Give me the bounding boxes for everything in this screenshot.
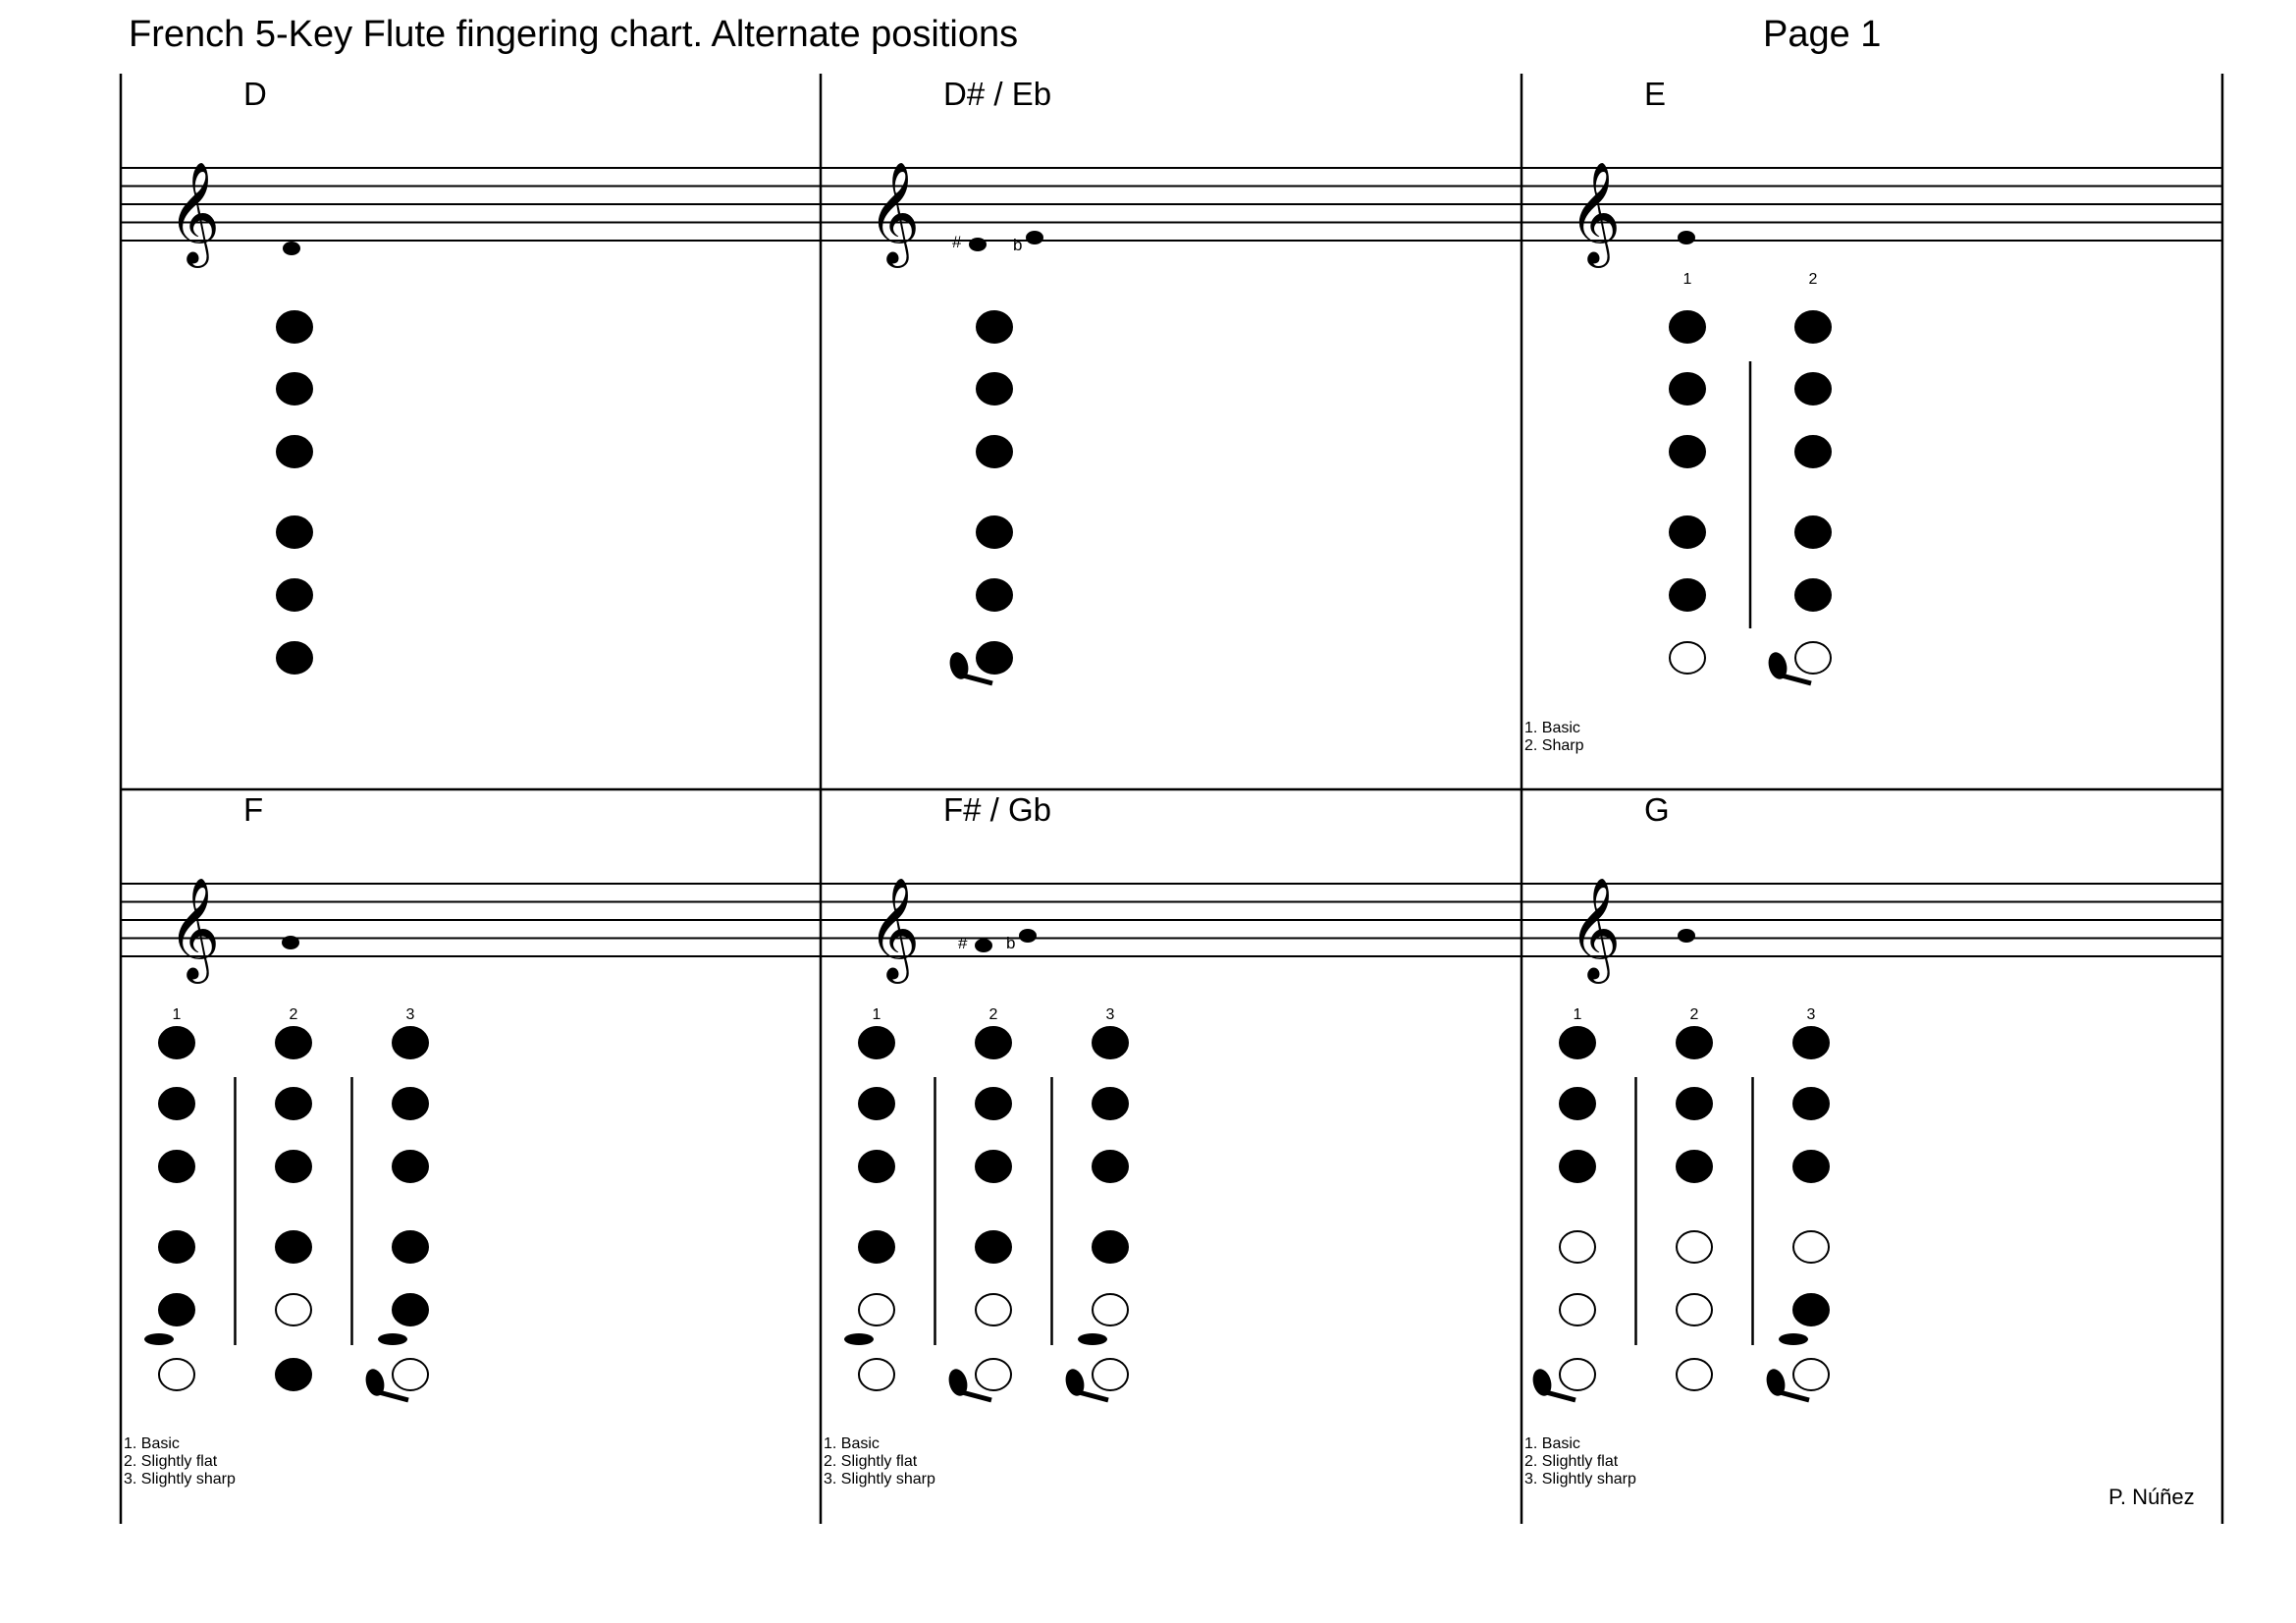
open-hole [859, 1294, 894, 1325]
open-hole [1677, 1294, 1712, 1325]
note-name-label: D# / Eb [943, 76, 1052, 112]
staff-note [1678, 929, 1695, 943]
side-key-icon [1078, 1333, 1107, 1345]
treble-clef-icon: 𝄞 [868, 161, 921, 264]
treble-clef-icon: 𝄞 [868, 877, 921, 980]
closed-hole [276, 1027, 311, 1058]
closed-hole [393, 1088, 428, 1119]
open-hole [1093, 1294, 1128, 1325]
closed-hole [1093, 1231, 1128, 1263]
closed-hole [859, 1231, 894, 1263]
closed-hole [393, 1294, 428, 1325]
open-hole [1560, 1359, 1595, 1390]
closed-hole [1677, 1151, 1712, 1182]
closed-hole [977, 436, 1012, 467]
closed-hole [977, 516, 1012, 548]
closed-hole [1670, 311, 1705, 343]
fingering-column-number: 3 [1806, 1006, 1816, 1023]
flat-sign: b [1013, 236, 1023, 254]
open-hole [1793, 1231, 1829, 1263]
closed-hole [977, 373, 1012, 405]
closed-hole [1670, 579, 1705, 611]
side-key-icon [144, 1333, 174, 1345]
open-hole [159, 1359, 194, 1390]
fingering-column-number: 2 [289, 1006, 298, 1023]
closed-hole [1560, 1088, 1595, 1119]
closed-hole [1677, 1088, 1712, 1119]
closed-hole [159, 1294, 194, 1325]
closed-hole [859, 1151, 894, 1182]
fingering-column-number: 1 [872, 1006, 881, 1023]
open-hole [1560, 1294, 1595, 1325]
open-hole [859, 1359, 894, 1390]
staff-note [283, 242, 300, 255]
closed-hole [1093, 1088, 1128, 1119]
fingering-column-number: 3 [1105, 1006, 1115, 1023]
open-hole [276, 1294, 311, 1325]
chart-title: French 5-Key Flute fingering chart. Alternate positions [129, 14, 1019, 55]
open-hole [1093, 1359, 1128, 1390]
staff-note [975, 939, 992, 952]
closed-hole [277, 373, 312, 405]
closed-hole [276, 1359, 311, 1390]
closed-hole [276, 1088, 311, 1119]
closed-hole [276, 1151, 311, 1182]
staff-note [1678, 231, 1695, 244]
note-name-label: D [243, 76, 267, 112]
side-key-icon [844, 1333, 874, 1345]
low-key-lever [379, 1392, 408, 1400]
sharp-sign: # [958, 934, 968, 952]
closed-hole [159, 1088, 194, 1119]
treble-clef-icon: 𝄞 [1569, 161, 1622, 264]
closed-hole [859, 1027, 894, 1058]
sharp-sign: # [952, 233, 962, 251]
closed-hole [977, 311, 1012, 343]
closed-hole [1795, 373, 1831, 405]
closed-hole [977, 642, 1012, 674]
open-hole [393, 1359, 428, 1390]
open-hole [1793, 1359, 1829, 1390]
closed-hole [1560, 1027, 1595, 1058]
legend-entry: 2. Sharp [1524, 737, 1584, 754]
closed-hole [1795, 311, 1831, 343]
legend-entry: 2. Slightly flat [824, 1453, 918, 1470]
open-hole [976, 1294, 1011, 1325]
note-name-label: G [1644, 791, 1670, 828]
closed-hole [277, 642, 312, 674]
closed-hole [1795, 436, 1831, 467]
closed-hole [277, 311, 312, 343]
legend-entry: 3. Slightly sharp [824, 1471, 935, 1488]
legend-entry: 2. Slightly flat [1524, 1453, 1619, 1470]
closed-hole [159, 1027, 194, 1058]
closed-hole [1795, 579, 1831, 611]
closed-hole [393, 1231, 428, 1263]
low-key-lever [1780, 1392, 1809, 1400]
staff-note [1026, 231, 1043, 244]
open-hole [1677, 1359, 1712, 1390]
legend-entry: 1. Basic [1524, 720, 1580, 736]
legend-entry: 3. Slightly sharp [124, 1471, 236, 1488]
fingering-column-number: 2 [1689, 1006, 1699, 1023]
legend-entry: 1. Basic [824, 1435, 880, 1452]
closed-hole [159, 1231, 194, 1263]
staff-note [969, 238, 987, 251]
open-hole [976, 1359, 1011, 1390]
open-hole [1677, 1231, 1712, 1263]
closed-hole [976, 1151, 1011, 1182]
closed-hole [976, 1027, 1011, 1058]
side-key-icon [1779, 1333, 1808, 1345]
closed-hole [859, 1088, 894, 1119]
closed-hole [1670, 436, 1705, 467]
page-number: Page 1 [1763, 14, 1882, 55]
staff-note [1019, 929, 1037, 943]
treble-clef-icon: 𝄞 [168, 161, 221, 264]
closed-hole [977, 579, 1012, 611]
closed-hole [277, 579, 312, 611]
staff-note [282, 936, 299, 949]
closed-hole [276, 1231, 311, 1263]
closed-hole [1795, 516, 1831, 548]
closed-hole [1677, 1027, 1712, 1058]
closed-hole [1793, 1088, 1829, 1119]
closed-hole [976, 1231, 1011, 1263]
side-key-icon [378, 1333, 407, 1345]
fingering-column-number: 3 [405, 1006, 415, 1023]
low-key-lever [1079, 1392, 1108, 1400]
flat-sign: b [1006, 934, 1016, 952]
closed-hole [1670, 516, 1705, 548]
closed-hole [976, 1088, 1011, 1119]
legend-entry: 1. Basic [124, 1435, 180, 1452]
open-hole [1795, 642, 1831, 674]
legend-entry: 1. Basic [1524, 1435, 1580, 1452]
note-name-label: E [1644, 76, 1667, 112]
low-key-lever [962, 1392, 991, 1400]
note-name-label: F# / Gb [943, 791, 1052, 828]
low-key-lever [963, 676, 992, 683]
closed-hole [277, 436, 312, 467]
fingering-column-number: 2 [988, 1006, 998, 1023]
closed-hole [1560, 1151, 1595, 1182]
fingering-column-number: 1 [1682, 271, 1692, 288]
note-name-label: F [243, 791, 264, 828]
low-key-lever [1782, 676, 1811, 683]
legend-entry: 2. Slightly flat [124, 1453, 218, 1470]
closed-hole [393, 1151, 428, 1182]
treble-clef-icon: 𝄞 [1569, 877, 1622, 980]
closed-hole [1793, 1151, 1829, 1182]
low-key-lever [1546, 1392, 1575, 1400]
closed-hole [1670, 373, 1705, 405]
fingering-column-number: 1 [172, 1006, 182, 1023]
closed-hole [277, 516, 312, 548]
fingering-column-number: 1 [1573, 1006, 1582, 1023]
closed-hole [159, 1151, 194, 1182]
treble-clef-icon: 𝄞 [168, 877, 221, 980]
author-credit: P. Núñez [2109, 1485, 2195, 1509]
open-hole [1670, 642, 1705, 674]
fingering-column-number: 2 [1808, 271, 1818, 288]
closed-hole [393, 1027, 428, 1058]
closed-hole [1793, 1027, 1829, 1058]
closed-hole [1093, 1151, 1128, 1182]
closed-hole [1793, 1294, 1829, 1325]
open-hole [1560, 1231, 1595, 1263]
legend-entry: 3. Slightly sharp [1524, 1471, 1636, 1488]
closed-hole [1093, 1027, 1128, 1058]
